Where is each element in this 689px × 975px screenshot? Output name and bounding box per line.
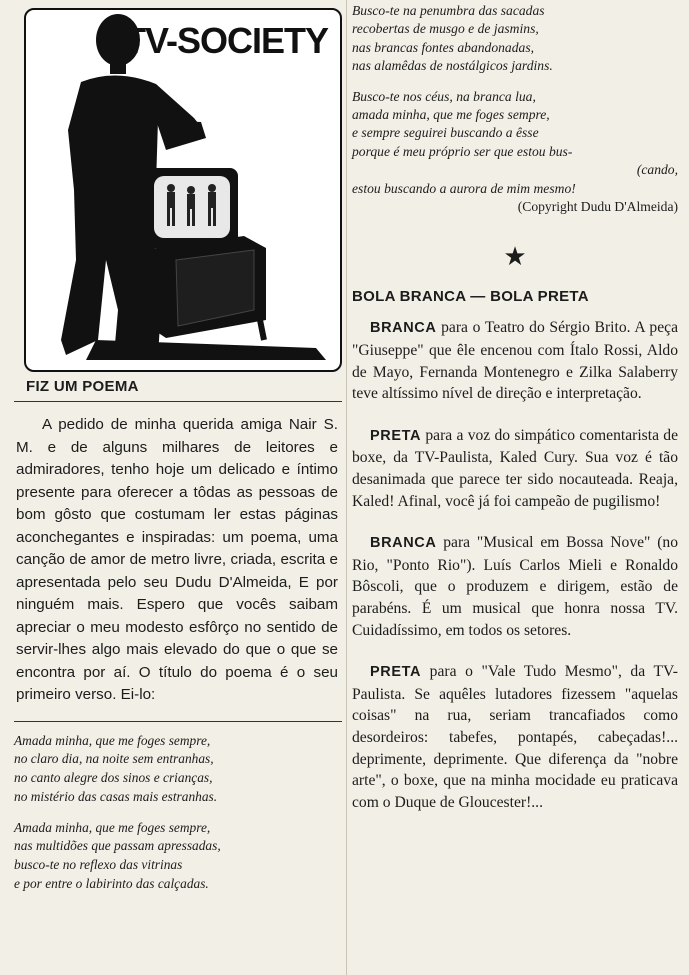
poem-line: e sempre seguirei buscando a êsse <box>352 125 539 141</box>
item-keyword: BRANCA <box>370 320 437 337</box>
bola-item <box>352 532 678 641</box>
section-rule <box>14 401 342 402</box>
item-keyword: PRETA <box>370 427 422 444</box>
poem-rule <box>14 721 342 722</box>
section-title-bola: BOLA BRANCA — BOLA PRETA <box>352 288 589 306</box>
poem-line: nas multidões que passam apressadas, <box>14 838 221 854</box>
poem-line: nas alamêdas de nostálgicos jardins. <box>352 58 553 74</box>
right-column <box>352 2 678 813</box>
poem-stanza-1 <box>14 732 342 807</box>
poem-line: estou buscando a aurora de mim mesmo! <box>352 180 576 196</box>
poem-stanza-3 <box>352 2 678 76</box>
item-keyword: BRANCA <box>370 535 437 552</box>
poem-line: Busco-te nos céus, na branca lua, <box>352 88 536 104</box>
poem-line: e por entre o labirinto das calçadas. <box>14 876 209 892</box>
poem-line: Amada minha, que me foges sempre, <box>14 732 211 748</box>
item-keyword: PRETA <box>370 664 422 681</box>
intro-first-line: A pedido de minha querida amiga <box>42 416 282 433</box>
poem-line: amada minha, que me foges sempre, <box>352 107 550 123</box>
item-text: para "Musical em Bossa Nove" (no Rio, "Ponto Rio"). Luís Carlos Mieli e Ronaldo Bôscoli, que o produzem e dirigem, estão de parabéns. É um musical que honra nossa TV. Cuidadíssimo, em todos os setores. <box>352 534 678 639</box>
poem-line: recobertas de musgo e de jasmins, <box>352 21 539 37</box>
column-divider <box>346 0 347 975</box>
item-text: para o Teatro do Sérgio Brito. A peça "Giuseppe" que êle encenou com Ítalo Rossi, Aldo de Mayo, Fernanda Montenegro e Zilka Salaberry teve altíssimo nível de direção e interpretação. <box>352 319 678 403</box>
bola-item <box>352 661 678 813</box>
poem-line: nas brancas fontes abandonadas, <box>352 39 535 55</box>
poem-line: (cando, <box>636 162 678 178</box>
poem-line: porque é meu próprio ser que estou bus- <box>352 143 573 159</box>
poem-line: no mistério das casas mais estranhas. <box>14 788 218 804</box>
logo-title: TV-SOCIETY <box>123 20 328 61</box>
poem-stanza-2 <box>14 819 342 894</box>
copyright-line: (Copyright Dudu D'Almeida) <box>517 199 678 215</box>
man-with-tv-illustration <box>26 10 340 370</box>
left-column <box>14 378 342 894</box>
bola-item <box>352 317 678 404</box>
item-text: para a voz do simpático comentarista de boxe, da TV-Paulista, Kaled Cury. Sua voz é tão desanimada que parece ter sido nocauteada. Reaja, Kaled! Afinal, você já foi campeão de pugilismo! <box>352 426 678 510</box>
tv-society-logo <box>24 8 342 372</box>
poem-stanza-4 <box>352 88 678 198</box>
star-icon: ★ <box>503 242 527 272</box>
intro-rest: Nair S. M. e de alguns milhares de leitores e admiradores, tenho hoje um delicado e íntimo presente para oferecer a tôdas as pessoas de bom gôsto que costumam ler estas páginas aconchegantes e inspiradas: um poema, uma canção de amor de metro livre, criada, escrita e apresentada pelo seu Dudu D'Almeida, E por ninguém mais. Espero que vocês saibam apreciar o meu modesto esfôrço no sentido de servir-lhes algo mais elevado do que o que se encontra por aí. O título do poema é o seu primeiro verso. Ei-lo: <box>16 416 338 703</box>
poem-line: no canto alegre dos sinos e crianças, <box>14 770 213 786</box>
poem-line: Busco-te na penumbra das sacadas <box>352 3 545 18</box>
item-text: para o "Vale Tudo Mesmo", da TV-Paulista. Se aquêles lutadores fizessem "aquelas coisas" na rua, seriam trancafiados como desordeiros: tabefes, pontapés, cabeçadas!... deprimente, deprimente. Que diferença da "nobre arte", o boxe, que na minha mocidade eu praticava com o Duque de Gloucester!... <box>352 663 678 811</box>
poem-line: Amada minha, que me foges sempre, <box>14 819 211 835</box>
poem-line: no claro dia, na noite sem entranhas, <box>14 751 214 767</box>
bola-item <box>352 425 678 512</box>
intro-paragraph <box>14 414 342 707</box>
section-title-fiz-um-poema: FIZ UM POEMA <box>26 378 139 395</box>
poem-line: busco-te no reflexo das vitrinas <box>14 857 183 873</box>
